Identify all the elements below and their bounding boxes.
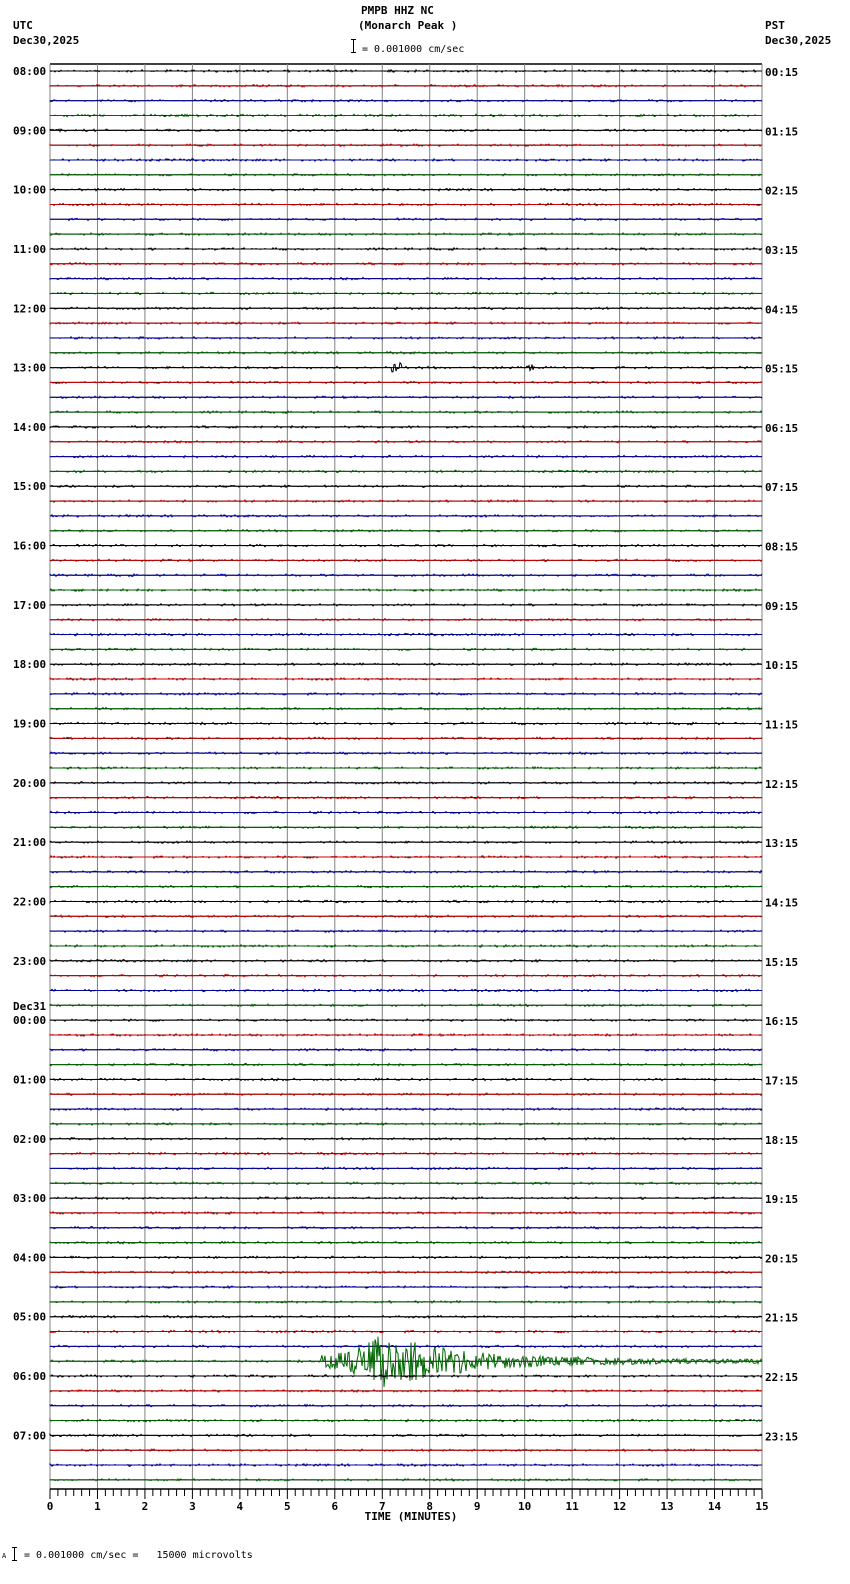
pst-hour-label: 12:15: [765, 777, 799, 791]
seismic-trace: [50, 974, 762, 976]
utc-hour-label: 04:00: [13, 1251, 47, 1265]
pst-hour-label: 02:15: [765, 184, 799, 198]
seismic-trace: [50, 1078, 762, 1080]
utc-hour-label: 08:00: [13, 65, 47, 78]
pst-hour-label: 04:15: [765, 303, 799, 317]
seismic-trace: [50, 1479, 762, 1481]
utc-hour-label: 17:00: [13, 598, 47, 612]
seismic-trace: [50, 782, 762, 784]
x-tick-label: 12: [612, 1500, 627, 1513]
seismic-trace: [50, 263, 762, 265]
x-tick-label: 7: [378, 1500, 386, 1513]
x-tick-label: 11: [565, 1500, 579, 1513]
utc-hour-label: 20:00: [13, 776, 47, 790]
pst-hour-label: 05:15: [765, 362, 799, 376]
utc-hour-label: 01:00: [13, 1073, 47, 1087]
utc-hour-label: 19:00: [13, 717, 47, 731]
seismic-trace: [50, 159, 762, 161]
seismic-trace: [50, 1138, 762, 1140]
seismic-trace: [50, 441, 762, 443]
seismic-trace: [50, 1108, 762, 1110]
utc-hour-label: 18:00: [13, 658, 47, 672]
utc-hour-label: 09:00: [13, 124, 47, 138]
seismic-trace: [50, 500, 762, 502]
seismic-trace: [50, 1337, 762, 1387]
x-tick-label: 13: [660, 1500, 674, 1513]
x-tick-label: 9: [473, 1500, 481, 1513]
station-title: PMPB HHZ NC: [361, 4, 434, 17]
utc-hour-label: 03:00: [13, 1192, 47, 1206]
seismic-trace: [50, 619, 762, 621]
seismic-trace: [50, 1004, 762, 1006]
seismic-trace: [50, 1286, 762, 1288]
seismic-trace: [50, 678, 762, 680]
footer-scale-bar-icon: [12, 1546, 17, 1560]
utc-hour-label: 05:00: [13, 1310, 47, 1324]
x-tick-label: 4: [236, 1500, 244, 1513]
seismic-trace: [50, 100, 762, 102]
utc-hour-label: 13:00: [13, 361, 47, 375]
pst-hour-label: 22:15: [765, 1371, 799, 1385]
utc-hour-label: 23:00: [13, 954, 47, 968]
utc-hour-label: 21:00: [13, 836, 47, 850]
utc-hour-label: 06:00: [13, 1370, 47, 1384]
pst-hour-label: 11:15: [765, 718, 799, 732]
seismic-trace: [50, 1034, 762, 1036]
seismic-trace: [50, 797, 762, 799]
seismic-trace: [50, 455, 762, 457]
pst-hour-label: 08:15: [765, 540, 799, 554]
pst-hour-label: 21:15: [765, 1311, 799, 1325]
seismic-trace: [50, 1197, 762, 1199]
pst-hour-label: 18:15: [765, 1133, 799, 1147]
x-tick-label: 8: [426, 1500, 434, 1513]
date-change-label: Dec31: [13, 1000, 47, 1014]
seismic-trace: [50, 174, 762, 176]
seismic-trace: [50, 248, 762, 250]
seismic-trace: [50, 841, 762, 843]
seismic-trace: [50, 530, 762, 532]
seismic-trace: [50, 604, 762, 606]
seismic-trace: [50, 960, 762, 962]
seismic-trace: [50, 85, 762, 87]
pst-hour-label: 14:15: [765, 896, 799, 910]
seismic-trace: [50, 767, 762, 769]
utc-hour-label: 16:00: [13, 539, 47, 553]
pst-hour-label: 15:15: [765, 955, 799, 969]
x-tick-label: 0: [46, 1500, 54, 1513]
x-tick-label: 10: [518, 1500, 532, 1513]
utc-hour-label: 00:00: [13, 1014, 47, 1028]
left-date: Dec30,2025: [13, 34, 80, 47]
seismic-trace: [50, 1227, 762, 1229]
seismic-trace: [50, 1434, 762, 1436]
footer-scale-label: = 0.001000 cm/sec = 15000 microvolts: [24, 1550, 253, 1561]
utc-hour-label: 10:00: [13, 183, 47, 197]
seismic-trace: [50, 396, 762, 398]
seismic-trace: [50, 307, 762, 309]
seismic-trace: [50, 989, 762, 991]
pst-hour-label: 03:15: [765, 243, 799, 257]
seismic-trace: [50, 1093, 762, 1095]
x-tick-label: 14: [707, 1500, 722, 1513]
seismic-trace: [50, 915, 762, 917]
station-location: (Monarch Peak ): [358, 19, 458, 32]
seismic-trace: [50, 411, 762, 413]
seismic-trace: [50, 544, 762, 546]
pst-hour-label: 23:15: [765, 1430, 799, 1444]
seismic-trace: [50, 559, 762, 561]
seismic-trace: [50, 589, 762, 591]
seismic-trace: [50, 1241, 762, 1243]
seismic-trace: [50, 1063, 762, 1065]
seismic-trace: [50, 1330, 762, 1332]
x-tick-label: 2: [141, 1500, 149, 1513]
utc-hour-label: 15:00: [13, 480, 47, 494]
pst-hour-label: 16:15: [765, 1015, 799, 1029]
utc-hour-label: 14:00: [13, 420, 47, 434]
seismic-trace: [50, 930, 762, 932]
utc-hour-label: 02:00: [13, 1132, 47, 1146]
seismic-trace: [50, 1449, 762, 1451]
x-tick-label: 1: [94, 1500, 101, 1513]
utc-hour-label: 07:00: [13, 1429, 47, 1443]
x-tick-label: 3: [189, 1500, 196, 1513]
pst-hour-label: 20:15: [765, 1252, 799, 1266]
x-tick-label: 15: [755, 1500, 769, 1513]
pst-hour-label: 13:15: [765, 837, 799, 851]
utc-hour-label: 22:00: [13, 895, 47, 909]
seismic-trace: [50, 218, 762, 220]
seismic-trace: [50, 1301, 762, 1303]
pst-hour-label: 09:15: [765, 599, 799, 613]
pst-hour-label: 07:15: [765, 481, 799, 495]
seismic-trace: [50, 826, 762, 828]
pst-hour-label: 01:15: [765, 125, 799, 139]
pst-hour-label: 06:15: [765, 421, 799, 435]
seismic-trace: [50, 1167, 762, 1169]
seismic-trace: [50, 1256, 762, 1258]
pst-hour-label: 17:15: [765, 1074, 799, 1088]
seismic-trace: [50, 114, 762, 116]
seismic-trace: [50, 277, 762, 279]
seismic-trace: [50, 203, 762, 205]
right-timezone: PST: [765, 19, 785, 32]
seismic-trace: [50, 1405, 762, 1407]
seismic-trace: [50, 663, 762, 665]
scale-label: = 0.001000 cm/sec: [362, 44, 465, 55]
seismic-trace: [50, 189, 762, 191]
left-timezone: UTC: [13, 19, 33, 32]
seismic-trace: [50, 233, 762, 235]
footer-scale-prefix: A: [2, 1552, 7, 1560]
seismic-trace: [50, 70, 762, 72]
seismic-trace: [50, 144, 762, 146]
seismic-trace: [50, 1390, 762, 1392]
utc-hour-label: 12:00: [13, 302, 47, 316]
seismic-trace: [50, 722, 762, 724]
x-tick-label: 6: [331, 1500, 339, 1513]
pst-hour-label: 10:15: [765, 659, 799, 673]
seismic-trace: [50, 1464, 762, 1466]
utc-hour-label: 11:00: [13, 242, 47, 256]
seismic-trace: [50, 322, 762, 324]
x-axis-label: TIME (MINUTES): [364, 1510, 458, 1523]
x-tick-label: 5: [284, 1500, 291, 1513]
pst-hour-label: 00:15: [765, 66, 799, 79]
seismic-trace: [50, 886, 762, 888]
right-date: Dec30,2025: [765, 34, 832, 47]
pst-hour-label: 19:15: [765, 1193, 799, 1207]
